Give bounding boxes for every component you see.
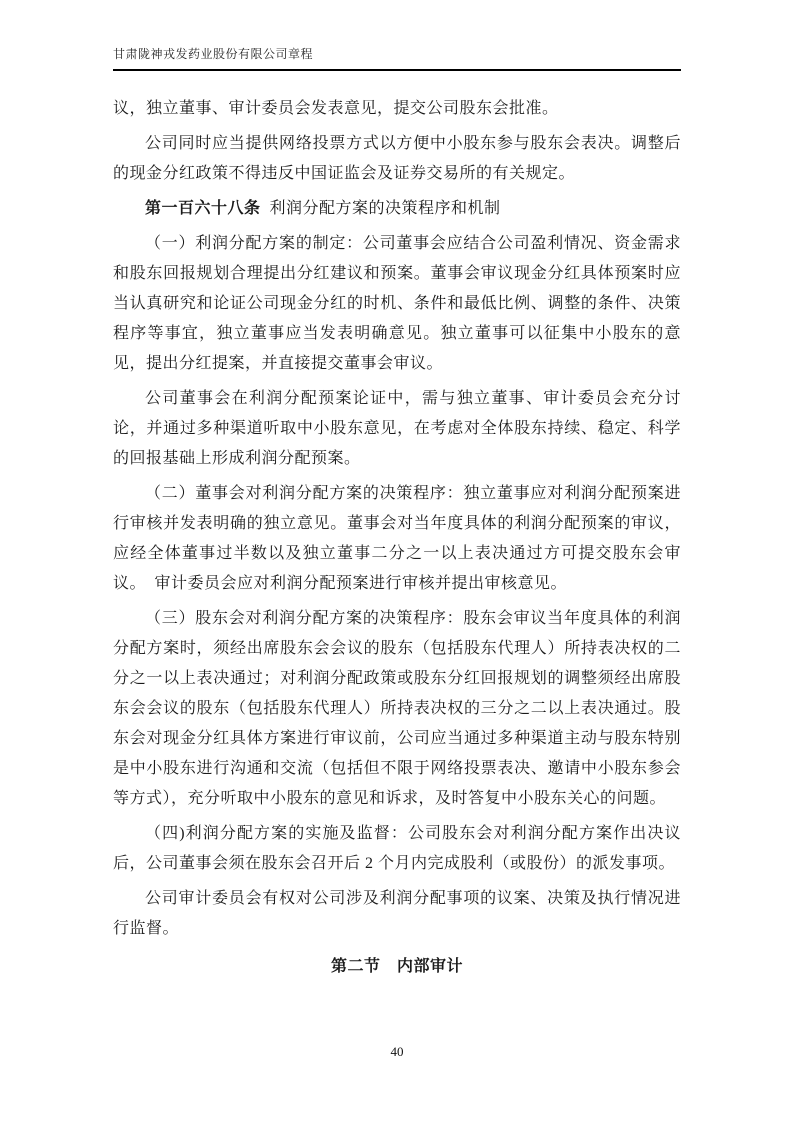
page-number: 40 [390, 1044, 404, 1059]
paragraph-continuation: 议，独立董事、审计委员会发表意见，提交公司股东会批准。 [113, 100, 559, 117]
section-heading: 第二节 内部审计 [330, 958, 463, 975]
document-title: 甘肃陇神戎发药业股份有限公司章程 [113, 47, 314, 61]
article-heading [113, 194, 681, 224]
page-header [113, 45, 681, 71]
page-footer [0, 1044, 794, 1060]
article-number: 第一百六十八条 [145, 200, 261, 217]
paragraph-item-2: （二）董事会对利润分配方案的决策程序：独立董事应对利润分配预案进行审核并发表明确的独立意见。董事会对当年度具体的利润分配预案的审议，应经全体董事过半数以及独立董事二分之一以上表决通过方可提交股东会审议。 审计委员会应对利润分配预案进行审核并提出审核意见。 [113, 485, 681, 592]
paragraph-online-voting: 公司同时应当提供网络投票方式以方便中小股东参与股东会表决。调整后的现金分红政策不得违反中国证监会及证券交易所的有关规定。 [113, 135, 681, 182]
paragraph-item-4: （四)利润分配方案的实施及监督：公司股东会对利润分配方案作出决议后，公司董事会须在股东会召开后 2 个月内完成股利（或股份）的派发事项。 [113, 825, 681, 872]
paragraph-item-3: （三）股东会对利润分配方案的决策程序：股东会审议当年度具体的利润分配方案时，须经出席股东会会议的股东（包括股东代理人）所持表决权的二分之一以上表决通过；对利润分配政策或股东分红回报规划的调整须经出席股东会会议的股东（包括股东代理人）所持表决权的三分之二以上表决通过。股东会对现金分红具体方案进行审议前，公司应当通过多种渠道主动与股东特别是中小股东进行沟通和交流（包括但不限于网络投票表决、邀请中小股东参会等方式），充分听取中小股东的意见和诉求，及时答复中小股东关心的问题。 [113, 610, 681, 807]
paragraph-audit-committee: 公司审计委员会有权对公司涉及利润分配事项的议案、决策及执行情况进行监督。 [113, 890, 681, 937]
article-title: 利润分配方案的决策程序和机制 [269, 200, 501, 217]
document-body [113, 94, 681, 982]
paragraph-item-1: （一）利润分配方案的制定：公司董事会应结合公司盈利情况、资金需求和股东回报规划合理提出分红建议和预案。董事会审议现金分红具体预案时应当认真研究和论证公司现金分红的时机、条件和最低比例、调整的条件、决策程序等事宜，独立董事应当发表明确意见。独立董事可以征集中小股东的意见，提出分红提案，并直接提交董事会审议。 [113, 235, 681, 372]
paragraph-board-discussion: 公司董事会在利润分配预案论证中，需与独立董事、审计委员会充分讨论，并通过多种渠道听取中小股东意见，在考虑对全体股东持续、稳定、科学的回报基础上形成利润分配预案。 [113, 390, 681, 467]
